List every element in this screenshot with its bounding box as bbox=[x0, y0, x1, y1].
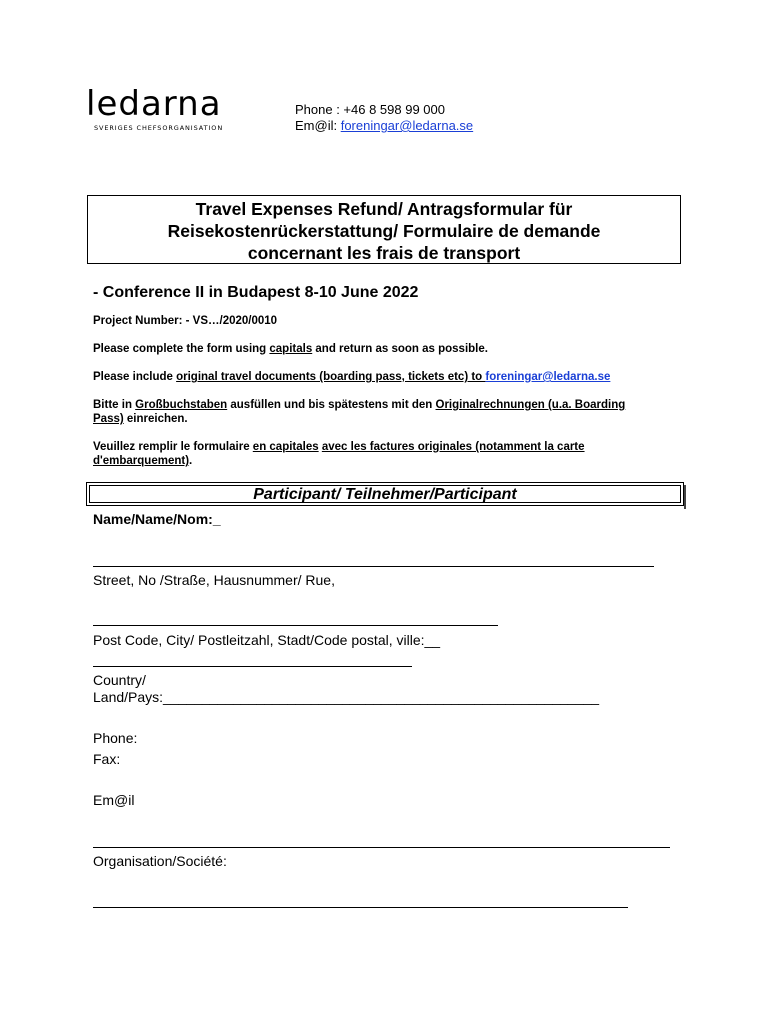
form-title-line-3: concernant les frais de transport bbox=[247, 243, 521, 263]
project-number: Project Number: - VS…/2020/0010 bbox=[93, 315, 278, 327]
email-input-line[interactable] bbox=[93, 847, 670, 848]
contact-phone: Phone : +46 8 598 99 000 bbox=[295, 102, 445, 117]
contact-email-row bbox=[295, 118, 473, 134]
form-title-line-1: Travel Expenses Refund/ Antragsformular für bbox=[195, 199, 573, 219]
country-label: Country/ bbox=[93, 672, 146, 688]
postcode-input-line[interactable] bbox=[93, 666, 412, 667]
email-label: Em@il bbox=[93, 792, 135, 808]
street-label: Street, No /Straße, Hausnummer/ Rue, bbox=[93, 572, 335, 588]
street-input-line[interactable] bbox=[93, 625, 498, 626]
fax-label: Fax: bbox=[93, 751, 121, 767]
organisation-input-line[interactable] bbox=[93, 907, 628, 908]
form-title-box bbox=[87, 195, 681, 264]
participant-section-header: Participant/ Teilnehmer/Participant bbox=[86, 482, 684, 506]
logo-tagline: SVERIGES CHEFSORGANISATION bbox=[94, 124, 224, 132]
organisation-label: Organisation/Société: bbox=[93, 853, 227, 869]
name-label: Name/Name/Nom:_ bbox=[93, 511, 221, 527]
instruction-english-2: Please include original travel documents (boarding pass, tickets etc) to foreningar@ledarna.se bbox=[93, 371, 611, 383]
instruction-german: Bitte in Großbuchstaben ausfüllen und bis spätestens mit den Originalrechnungen (u.a. Boarding Pass) einreichen. bbox=[93, 399, 626, 425]
contact-email-label: Em@il: bbox=[295, 118, 341, 133]
landpays-label[interactable]: Land/Pays:________________________________________________________ bbox=[93, 689, 600, 705]
instruction-french: Veuillez remplir le formulaire en capitales avec les factures originales (notamment la carte d'embarquement). bbox=[93, 441, 585, 467]
phone-label: Phone: bbox=[93, 730, 138, 746]
contact-block bbox=[295, 102, 473, 134]
form-title-line-2: Reisekostenrückerstattung/ Formulaire de demande bbox=[167, 221, 601, 241]
name-input-line[interactable] bbox=[93, 566, 654, 567]
conference-heading: - Conference II in Budapest 8-10 June 2022 bbox=[93, 284, 419, 301]
instruction-email-link[interactable]: foreningar@ledarna.se bbox=[485, 371, 611, 383]
contact-email-link[interactable]: foreningar@ledarna.se bbox=[340, 118, 474, 133]
ledarna-logo: ledarna bbox=[86, 84, 222, 124]
instruction-english-1: Please complete the form using capitals and return as soon as possible. bbox=[93, 343, 488, 355]
postcode-label: Post Code, City/ Postleitzahl, Stadt/Code postal, ville:__ bbox=[93, 632, 441, 648]
